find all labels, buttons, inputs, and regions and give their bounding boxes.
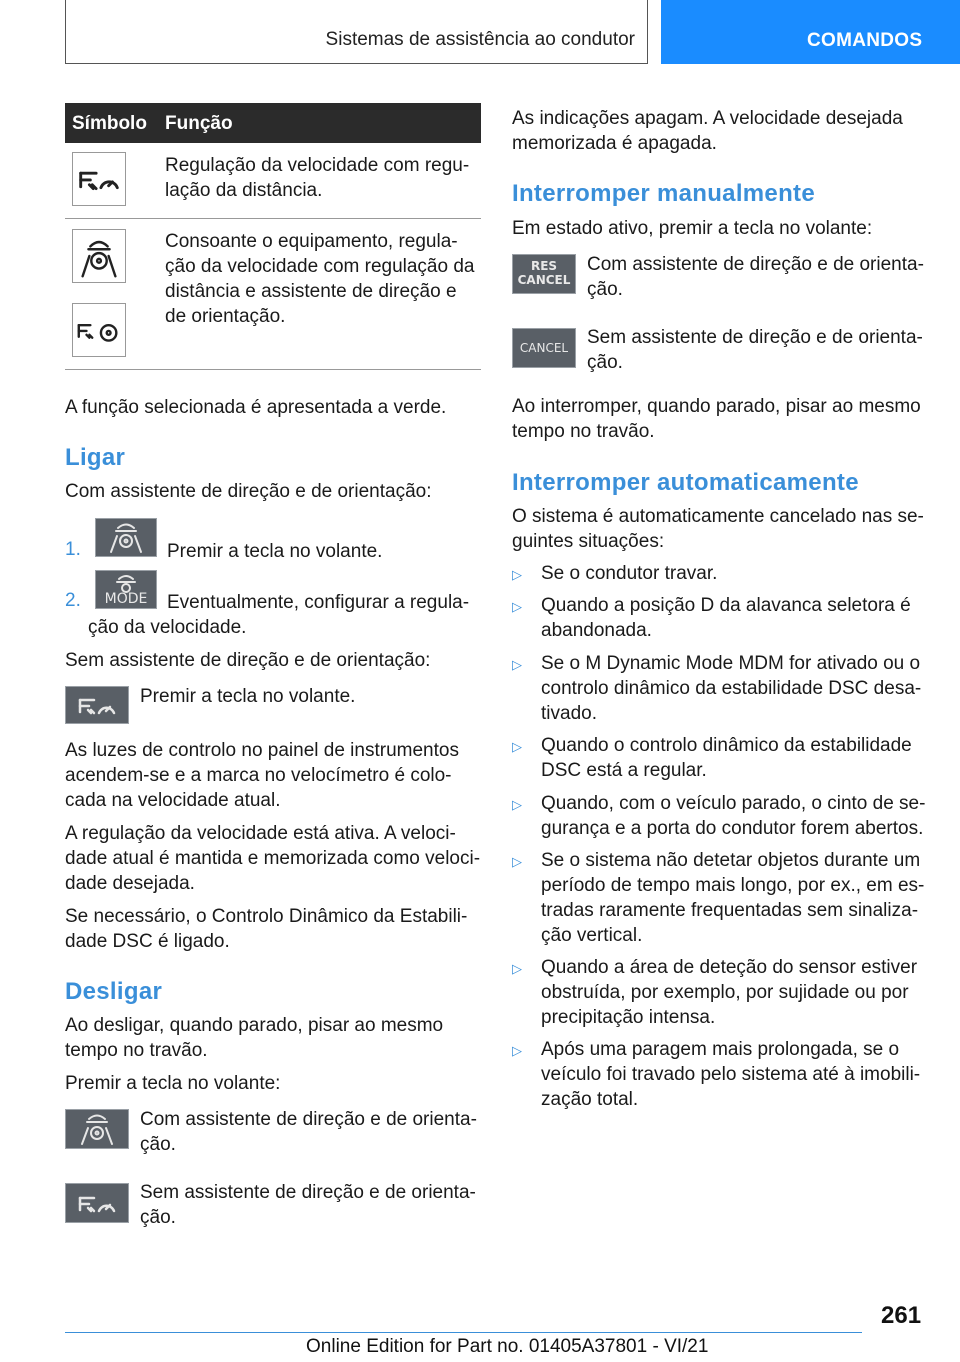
heading-ligar: Ligar bbox=[65, 444, 126, 471]
bullet-triangle-icon: ▷ bbox=[512, 961, 522, 976]
bullet-triangle-icon: ▷ bbox=[512, 854, 522, 869]
list-item: Se o condutor travar. bbox=[541, 563, 718, 584]
chapter-title: Sistemas de assistência ao condutor bbox=[325, 29, 635, 50]
distance-control-button-icon bbox=[65, 686, 129, 724]
step-text: ção da velocidade. bbox=[88, 617, 247, 638]
steering-assistant-button-icon bbox=[95, 518, 157, 557]
mode-label: MODE bbox=[104, 591, 148, 607]
step-text: Premir a tecla no volante. bbox=[167, 541, 383, 562]
bullet-triangle-icon: ▷ bbox=[512, 657, 522, 672]
footer-edition: Online Edition for Part no. 01405A37801 - VI/21 bbox=[306, 1336, 709, 1357]
step-number: 1. bbox=[65, 539, 81, 560]
chapter-header bbox=[65, 0, 648, 64]
list-item: Após uma paragem mais prolongada, se o veículo foi travado pelo sistema até à imobili- zação total. bbox=[541, 1039, 921, 1110]
cancel-label: CANCEL bbox=[517, 273, 571, 287]
section-title: COMANDOS bbox=[807, 30, 923, 51]
bullet-triangle-icon: ▷ bbox=[512, 599, 522, 614]
list-item: Se o sistema não detetar objetos durante um período de tempo mais longo, por ex., em es- tradas raramente frequentadas sem sinaliza- ção vertical. bbox=[541, 850, 925, 946]
paragraph: Em estado ativo, premir a tecla no volante: bbox=[512, 218, 873, 239]
step-number: 2. bbox=[65, 590, 81, 611]
symbol-table bbox=[65, 103, 481, 370]
heading-interromper-automaticamente: Interromper automaticamente bbox=[512, 469, 859, 496]
col-symbol-header: Símbolo bbox=[72, 113, 147, 134]
paragraph: A função selecionada é apresentada a verde. bbox=[65, 397, 447, 418]
paragraph: Com assistente de direção e de orienta- ção. bbox=[587, 254, 924, 300]
section-header bbox=[661, 0, 960, 64]
steering-assistant-icon bbox=[72, 229, 126, 283]
list-item: Quando a posição D da alavanca seletora é abandonada. bbox=[541, 595, 911, 641]
steering-assistant-button-icon bbox=[65, 1109, 129, 1149]
paragraph: Se necessário, o Controlo Dinâmico da Estabili- dade DSC é ligado. bbox=[65, 906, 468, 952]
paragraph: Sem assistente de direção e de orienta- ção. bbox=[587, 327, 923, 373]
mode-button-icon bbox=[95, 570, 157, 609]
bullet-triangle-icon: ▷ bbox=[512, 739, 522, 754]
step-text: Eventualmente, configurar a regula- bbox=[167, 592, 470, 613]
paragraph: Com assistente de direção e de orienta- ção. bbox=[140, 1109, 477, 1155]
heading-desligar: Desligar bbox=[65, 978, 163, 1005]
list-item: Quando o controlo dinâmico da estabilidade DSC está a regular. bbox=[541, 735, 912, 781]
col-function-header: Função bbox=[165, 113, 233, 134]
paragraph: Ao desligar, quando parado, pisar ao mesmo tempo no travão. bbox=[65, 1015, 444, 1061]
paragraph: Com assistente de direção e de orientação: bbox=[65, 481, 432, 502]
distance-control-icon bbox=[72, 152, 126, 206]
list-item: Quando a área de deteção do sensor estiver obstruída, por exemplo, por sujidade ou por precipitação intensa. bbox=[541, 957, 918, 1028]
bullet-triangle-icon: ▷ bbox=[512, 567, 522, 582]
footer-divider bbox=[65, 1332, 862, 1333]
bullet-triangle-icon: ▷ bbox=[512, 1043, 522, 1058]
row-function-text: Regulação da velocidade com regu- lação da distância. bbox=[165, 155, 470, 201]
bullet-triangle-icon: ▷ bbox=[512, 797, 522, 812]
paragraph: As indicações apagam. A velocidade desejada memorizada é apagada. bbox=[512, 108, 903, 154]
paragraph: Sem assistente de direção e de orientação: bbox=[65, 650, 431, 671]
row-function-text: Consoante o equipamento, regula- ção da velocidade com regulação da distância e assistente de direção e de orientação. bbox=[165, 231, 475, 327]
heading-interromper-manualmente: Interromper manualmente bbox=[512, 180, 815, 207]
paragraph: Premir a tecla no volante. bbox=[140, 686, 356, 707]
res-cancel-button-icon bbox=[512, 254, 576, 294]
table-row bbox=[65, 143, 481, 219]
paragraph: Sem assistente de direção e de orienta- ção. bbox=[140, 1182, 476, 1228]
paragraph: O sistema é automaticamente cancelado nas se- guintes situações: bbox=[512, 506, 924, 552]
distance-steering-icon bbox=[72, 303, 126, 357]
table-header bbox=[65, 103, 481, 143]
paragraph: As luzes de controlo no painel de instrumentos acendem-se e a marca no velocímetro é colo- cada na velocidade atual. bbox=[65, 740, 459, 811]
res-label: RES bbox=[530, 259, 558, 273]
cancel-label: CANCEL bbox=[519, 341, 569, 355]
page-number: 261 bbox=[881, 1302, 922, 1329]
distance-control-button-icon bbox=[65, 1183, 129, 1223]
paragraph: A regulação da velocidade está ativa. A veloci- dade atual é mantida e memorizada como veloci- dade desejada. bbox=[65, 823, 481, 894]
paragraph: Premir a tecla no volante: bbox=[65, 1073, 281, 1094]
list-item: Quando, com o veículo parado, o cinto de se- gurança e a porta do condutor forem abertos. bbox=[541, 793, 926, 839]
list-item: Se o M Dynamic Mode MDM for ativado ou o controlo dinâmico da estabilidade DSC desa- tivado. bbox=[541, 653, 922, 724]
cancel-button-icon bbox=[512, 328, 576, 368]
paragraph: Ao interromper, quando parado, pisar ao mesmo tempo no travão. bbox=[512, 396, 921, 442]
table-row bbox=[65, 219, 481, 370]
